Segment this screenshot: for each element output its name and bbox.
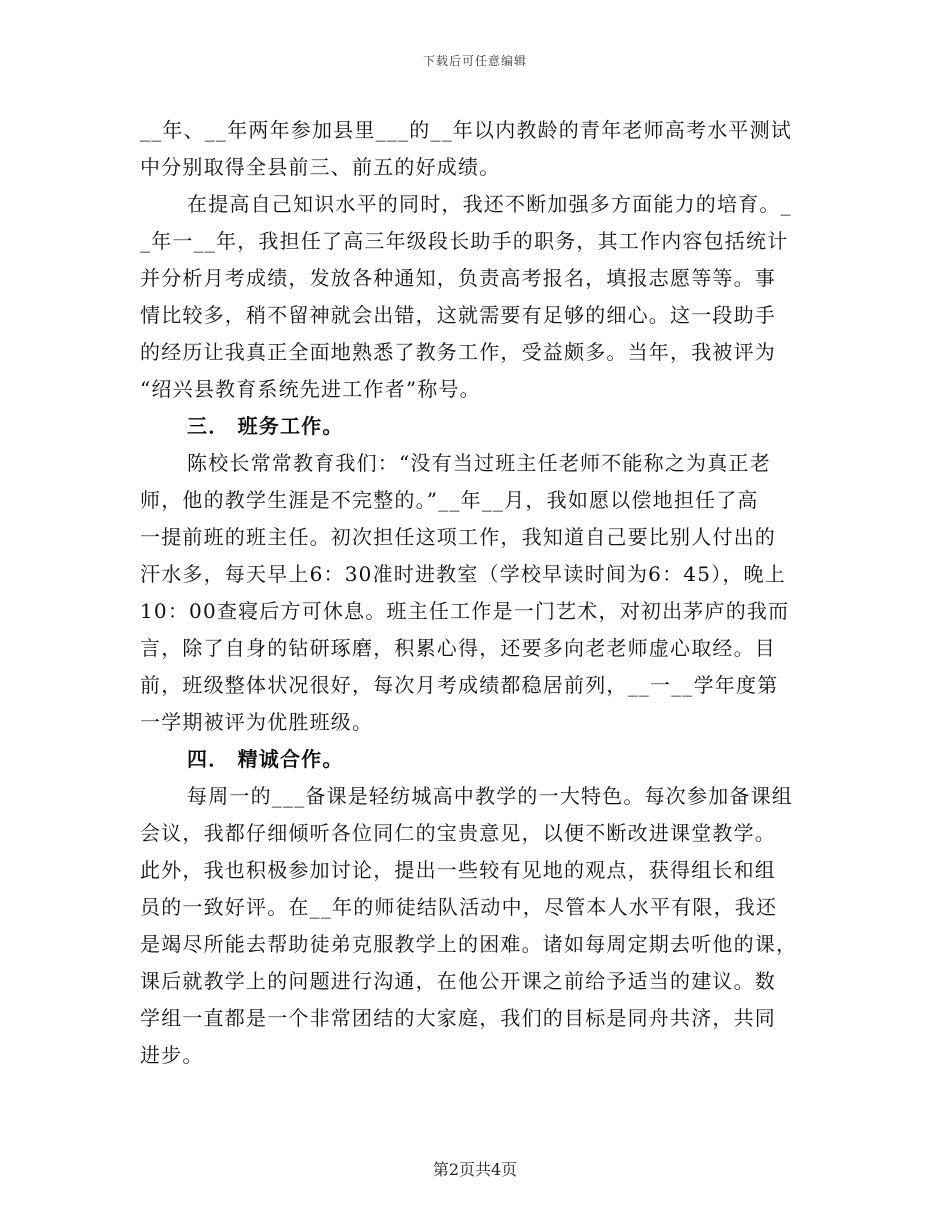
body-line: 学组一直都是一个非常团结的大家庭，我们的目标是同舟共济，共同: [140, 1006, 776, 1030]
page-number: 第2页共4页: [432, 1160, 518, 1179]
body-line: _年一__年，我担任了高三年级段长助手的职务，其工作内容包括统计: [140, 229, 789, 253]
body-line: 情比较多，稍不留神就会出错，这就需要有足够的细心。这一段助手: [140, 303, 776, 327]
body-line: “绍兴县教育系统先进工作者”称号。: [140, 377, 481, 401]
body-line: 一提前班的班主任。初次担任这项工作，我知道自己要比别人付出的: [140, 525, 776, 549]
section-heading-cooperation: 四． 精诚合作。: [187, 747, 344, 771]
body-line: 的经历让我真正全面地熟悉了教务工作，受益颇多。当年，我被评为: [140, 340, 776, 364]
body-line: 是竭尽所能去帮助徒弟克服教学上的困难。诸如每周定期去听他的课，: [140, 932, 798, 956]
body-line: 课后就教学上的问题进行沟通，在他公开课之前给予适当的建议。数: [140, 969, 776, 993]
paragraph-start-line: 陈校长常常教育我们：“没有当过班主任老师不能称之为真正老: [187, 451, 771, 475]
paragraph-start-line: 在提高自己知识水平的同时，我还不断加强多方面能力的培育。_: [187, 192, 792, 216]
body-line: 员的一致好评。在__年的师徒结队活动中，尽管本人水平有限，我还: [140, 895, 778, 919]
body-line: 中分别取得全县前三、前五的好成绩。: [140, 155, 501, 179]
body-line: 并分析月考成绩，发放各种通知，负责高考报名，填报志愿等等。事: [140, 266, 776, 290]
body-line: 汗水多，每天早上6：30准时进教室（学校早读时间为6：45），晚上: [140, 562, 786, 586]
body-line: 言，除了自身的钻研琢磨，积累心得，还要多向老老师虚心取经。目: [140, 636, 776, 660]
header-note: 下载后可任意编辑: [422, 54, 527, 68]
body-line: 会议，我都仔细倾听各位同仁的宝贵意见，以便不断改进课堂教学。: [140, 821, 776, 845]
body-line: 此外，我也积极参加讨论，提出一些较有见地的观点，获得组长和组: [140, 858, 776, 882]
section-heading-class-work: 三． 班务工作。: [187, 414, 344, 438]
body-line: 进步。: [140, 1043, 204, 1067]
body-line: __年、__年两年参加县里___的__年以内教龄的青年老师高考水平测试: [140, 118, 792, 142]
body-line: 前，班级整体状况很好，每次月考成绩都稳居前列，__一__学年度第: [140, 673, 779, 697]
body-line: 一学期被评为优胜班级。: [140, 710, 374, 734]
paragraph-start-line: 每周一的___备课是轻纺城高中教学的一大特色。每次参加备课组: [187, 784, 793, 808]
document-body: [140, 112, 810, 1074]
body-line: 师，他的教学生涯是不完整的。”__年__月，我如愿以偿地担任了高: [140, 488, 759, 512]
body-line: 10：00查寝后方可休息。班主任工作是一门艺术，对初出茅庐的我而: [140, 599, 790, 623]
